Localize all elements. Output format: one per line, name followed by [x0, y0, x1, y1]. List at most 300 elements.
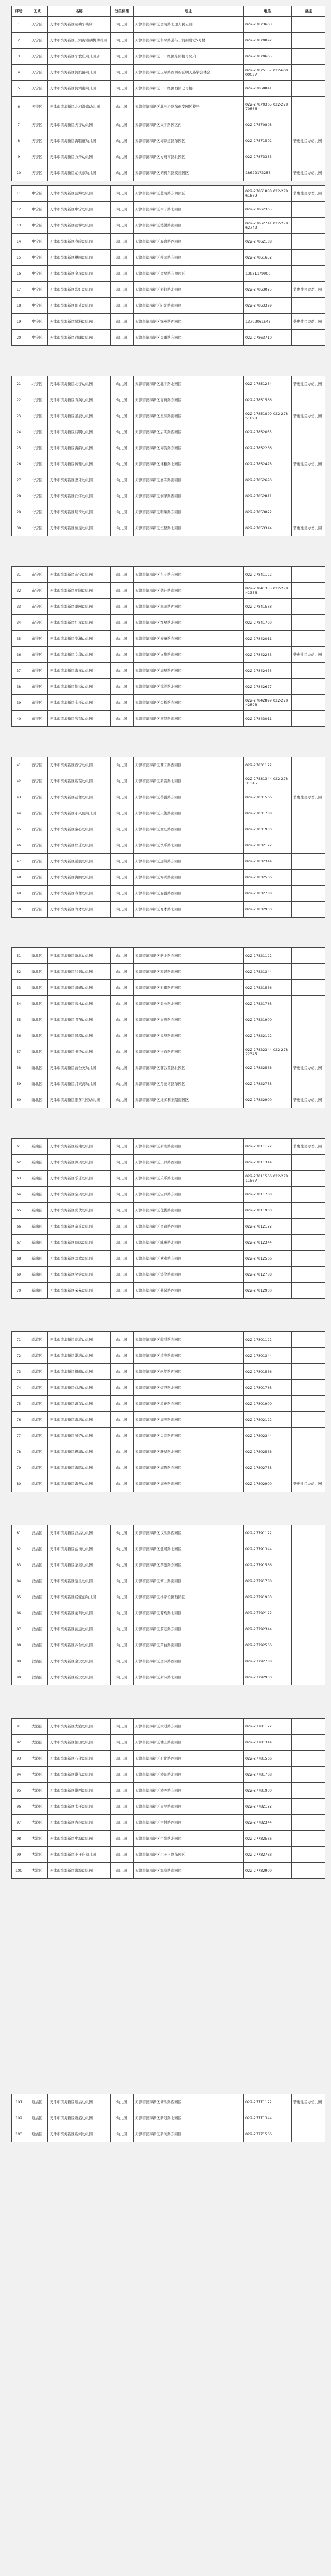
table-row — [12, 1139, 325, 1155]
table-cell: 幼儿园 — [110, 1847, 133, 1863]
table-cell: 天津市滨海新区石化幼儿园 — [47, 1751, 110, 1767]
table-cell: 新南区 — [26, 1219, 48, 1235]
table-cell: 022-27791122 — [244, 1525, 291, 1541]
table-cell: 天津市滨海新区明珠幼儿园 — [47, 504, 110, 520]
table-cell: 022-27792788 — [244, 1653, 291, 1669]
table-cell: 65 — [12, 1203, 26, 1219]
table-cell: 幼儿园 — [110, 1267, 133, 1283]
table-cell: 幼儿园 — [110, 1863, 133, 1879]
table-cell: 022-27802788 — [244, 1460, 291, 1476]
table-cell: 天津市滨海新区盐场幼儿园 — [47, 1541, 110, 1557]
table-cell: 15 — [12, 250, 26, 266]
table-row — [12, 1653, 325, 1669]
table-cell: 天津市滨海新区远航路东园区 — [133, 854, 243, 870]
document-page — [11, 185, 325, 346]
table-cell: 天津市滨海新区绿洲路西园区 — [133, 314, 243, 330]
table-cell — [291, 711, 325, 727]
table-cell: 东宁区 — [26, 583, 48, 599]
table-cell: 天津市滨海新区朝阳路南园区 — [133, 583, 243, 599]
table-cell: 幼儿园 — [110, 1396, 133, 1412]
table-cell: 普惠性民办幼儿园 — [291, 520, 325, 536]
table-cell — [291, 488, 325, 504]
table-cell: 幼儿园 — [110, 1060, 133, 1076]
table-row — [12, 149, 325, 165]
document-page — [11, 6, 325, 181]
table-cell: 幼儿园 — [110, 837, 133, 854]
table-cell — [291, 202, 325, 218]
table-cell: 中宁区 — [26, 314, 48, 330]
table-cell: 022-27791900 — [244, 1589, 291, 1605]
table-row — [12, 376, 325, 392]
table-cell: 天津市滨海新区蓟运幼儿园 — [47, 1621, 110, 1637]
table-cell — [291, 1332, 325, 1348]
table-cell: 幼儿园 — [110, 1525, 133, 1541]
table-cell: 汉沽区 — [26, 1541, 48, 1557]
table-cell: 幼儿园 — [110, 870, 133, 886]
table-row — [12, 165, 325, 181]
kindergarten-table — [11, 947, 325, 1108]
table-cell — [291, 599, 325, 615]
table-cell: 天津市滨海新区胡桃东幼儿园 — [47, 165, 110, 181]
table-cell: 26 — [12, 456, 26, 472]
table-cell: 天津市滨海新区金海路北里人民公园 — [133, 17, 243, 33]
table-cell: 39 — [12, 695, 26, 711]
table-cell: 幼儿园 — [110, 854, 133, 870]
table-cell: 天津市滨海新区海韵幼儿园 — [47, 440, 110, 456]
table-cell: 天津市滨海新区晨曦幼儿园 — [47, 330, 110, 346]
table-cell — [291, 1669, 325, 1685]
table-cell: 天津市滨海新区和谐路南园区 — [133, 964, 243, 980]
table-cell: 天津市滨海新区育才路北园区 — [133, 902, 243, 918]
table-cell: 新南区 — [26, 1203, 48, 1219]
table-cell: 幼儿园 — [110, 1092, 133, 1108]
table-cell: 幼儿园 — [110, 2094, 133, 2110]
table-cell: 幼儿园 — [110, 408, 133, 424]
table-row — [12, 1428, 325, 1444]
table-cell: 022-27862741 022-27862742 — [244, 218, 291, 234]
table-cell: 临港区 — [26, 1364, 48, 1380]
table-cell: 幼儿园 — [110, 392, 133, 408]
table-cell: 022-27811566 022-27811567 — [244, 1171, 291, 1187]
table-row — [12, 1283, 325, 1299]
table-cell: 汉沽区 — [26, 1669, 48, 1685]
table-cell: 天津市滨海新区咪咪幼儿园 — [47, 1235, 110, 1251]
table-cell: 东宁区 — [26, 599, 48, 615]
table-cell — [291, 1541, 325, 1557]
table-row — [12, 1735, 325, 1751]
table-cell: 天津市滨海新区宝贝路东园区 — [133, 1187, 243, 1203]
table-row — [12, 1267, 325, 1283]
table-cell: 天津市滨海新区中宁路北园区 — [133, 202, 243, 218]
table-cell: 18 — [12, 298, 26, 314]
table-cell — [291, 1637, 325, 1653]
table-cell — [291, 1412, 325, 1428]
table-cell: 30 — [12, 520, 26, 536]
table-row — [12, 1799, 325, 1815]
table-cell: 新北区 — [26, 1076, 48, 1092]
table-row — [12, 218, 325, 234]
kindergarten-table — [11, 2094, 325, 2142]
table-cell: 幼儿园 — [110, 186, 133, 202]
table-cell: 天津市滨海新区杨家泊幼儿园 — [47, 1589, 110, 1605]
table-cell: 022-27782122 — [244, 1799, 291, 1815]
table-cell: 幼儿园 — [110, 1589, 133, 1605]
table-cell: 022-27870365 022-27870866 — [244, 97, 291, 117]
table-cell: 天津市滨海新区金星路东侧园区 — [133, 266, 243, 282]
table-cell: 天津市滨海新区朵朵路西园区 — [133, 1283, 243, 1299]
table-row — [12, 996, 325, 1012]
table-cell: 022-27802344 — [244, 1428, 291, 1444]
table-row — [12, 1396, 325, 1412]
table-cell: 普惠性民办幼儿园 — [291, 408, 325, 424]
table-cell: 51 — [12, 948, 26, 964]
table-cell: 25 — [12, 440, 26, 456]
table-cell — [291, 97, 325, 117]
table-cell: 中宁区 — [26, 186, 48, 202]
table-cell: 西宁区 — [26, 854, 48, 870]
table-cell: 022-27771122 — [244, 2094, 291, 2110]
table-cell: 天津市滨海新区海联道路东园区 — [133, 133, 243, 149]
table-cell: 临港区 — [26, 1380, 48, 1396]
table-cell: 幼儿园 — [110, 1171, 133, 1187]
table-cell: 天津市滨海新区晨曦路东园区 — [133, 330, 243, 346]
table-cell — [291, 1573, 325, 1589]
table-cell: 天津市滨海新区海星幼儿园 — [47, 663, 110, 679]
table-cell: 022-27852478 — [244, 456, 291, 472]
table-cell: 74 — [12, 1380, 26, 1396]
table-cell: 天津市滨海新区茶淀路东园区 — [133, 1557, 243, 1573]
table-row — [12, 1092, 325, 1108]
table-cell: 天宁区 — [26, 165, 48, 181]
table-cell: 32 — [12, 583, 26, 599]
table-cell: 022-27831566 — [244, 789, 291, 805]
table-cell: 北宁区 — [26, 440, 48, 456]
table-cell: 天津市滨海新区智慧路南园区 — [133, 711, 243, 727]
table-cell: 临港区 — [26, 1428, 48, 1444]
table-cell: 022-27781344 — [244, 1735, 291, 1751]
table-cell: 天宁区 — [26, 117, 48, 133]
table-cell: 022-27801566 — [244, 1364, 291, 1380]
document-page — [11, 1331, 325, 1492]
table-cell: 幼儿园 — [110, 424, 133, 440]
table-cell: 天津市滨海新区临港路东园区 — [133, 1332, 243, 1348]
table-cell: 022-27822122 — [244, 1028, 291, 1044]
table-cell: 天津市滨海新区彩虹路北园区 — [133, 282, 243, 298]
table-cell: 022-27781566 — [244, 1751, 291, 1767]
table-cell: 天津市滨海新区港西幼儿园 — [47, 1783, 110, 1799]
table-cell: 东宁区 — [26, 615, 48, 631]
table-cell: 54 — [12, 996, 26, 1012]
table-cell: 幼儿园 — [110, 964, 133, 980]
table-row — [12, 870, 325, 886]
table-cell: 北宁区 — [26, 392, 48, 408]
table-cell: 大港区 — [26, 1735, 48, 1751]
table-cell: 天津市滨海新区浪花路东园区 — [133, 1396, 243, 1412]
table-cell: 天津市滨海新区春蕾路西园区 — [133, 886, 243, 902]
table-row — [12, 186, 325, 202]
table-cell: 幼儿园 — [110, 1653, 133, 1669]
table-cell: 10 — [12, 165, 26, 181]
table-row — [12, 1171, 325, 1187]
table-cell: 幼儿园 — [110, 711, 133, 727]
table-cell: 汉沽区 — [26, 1605, 48, 1621]
table-row — [12, 1219, 325, 1235]
table-cell — [291, 1267, 325, 1283]
table-cell: 天津市滨海新区凤凰路南园区 — [133, 1028, 243, 1044]
table-cell — [291, 1012, 325, 1028]
table-cell: 幼儿园 — [110, 1283, 133, 1299]
table-cell: 幼儿园 — [110, 1251, 133, 1267]
table-cell: 新南区 — [26, 1283, 48, 1299]
table-row — [12, 1235, 325, 1251]
table-cell: 天津市滨海新区汉沽路西园区 — [133, 1525, 243, 1541]
table-cell: 幼儿园 — [110, 1621, 133, 1637]
table-cell: 95 — [12, 1783, 26, 1799]
table-cell — [291, 65, 325, 81]
table-cell: 幼儿园 — [110, 980, 133, 996]
table-cell — [291, 250, 325, 266]
table-cell — [291, 1525, 325, 1541]
table-cell: 天津市滨海新区东宁路东园区 — [133, 567, 243, 583]
table-cell: 天津市滨海新区维多利亚路南园区 — [133, 1092, 243, 1108]
table-cell: 天津市滨海新区维多利亚幼儿园 — [47, 1092, 110, 1108]
table-cell: 022-27863710 — [244, 330, 291, 346]
table-cell: 普惠性民办幼儿园 — [291, 647, 325, 663]
table-row — [12, 520, 325, 536]
table-cell: 4 — [12, 65, 26, 81]
table-cell: 天津市滨海新区浪花幼儿园 — [47, 1396, 110, 1412]
table-cell: 大港区 — [26, 1847, 48, 1863]
table-cell: 022-27873663 — [244, 17, 291, 33]
table-cell: 天津市滨海新区安澜路东园区 — [133, 631, 243, 647]
table-cell — [291, 81, 325, 97]
table-cell — [291, 1831, 325, 1847]
table-cell: 天津市滨海新区彩蝶幼儿园 — [47, 980, 110, 996]
table-cell: 幼儿园 — [110, 1557, 133, 1573]
table-row — [12, 615, 325, 631]
table-cell — [291, 504, 325, 520]
table-cell: 022-27782900 — [244, 1863, 291, 1879]
table-row — [12, 117, 325, 133]
table-cell: 天津市滨海新区笑笑路南园区 — [133, 1267, 243, 1283]
table-cell: 幼儿园 — [110, 647, 133, 663]
table-cell: 9 — [12, 149, 26, 165]
table-cell: 022-27781900 — [244, 1783, 291, 1799]
table-cell: 天津市滨海新区春晓幼儿园 — [47, 234, 110, 250]
table-cell: 27 — [12, 472, 26, 488]
table-row — [12, 1203, 325, 1219]
table-row — [12, 583, 325, 599]
table-cell: 中宁区 — [26, 298, 48, 314]
table-cell: 022-27822344 022-27822345 — [244, 1044, 291, 1060]
table-cell: 天津市滨海新区临港幼儿园 — [47, 1332, 110, 1348]
table-cell: 69 — [12, 1267, 26, 1283]
table-cell: 临港区 — [26, 1444, 48, 1460]
table-cell: 幼儿园 — [110, 1155, 133, 1171]
table-cell: 新北区 — [26, 1060, 48, 1076]
table-cell: 58 — [12, 1060, 26, 1076]
kindergarten-table — [11, 185, 325, 346]
table-cell: 022-27821122 — [244, 948, 291, 964]
table-cell — [291, 330, 325, 346]
table-cell: 幼儿园 — [110, 631, 133, 647]
table-cell: 幼儿园 — [110, 1669, 133, 1685]
table-row — [12, 456, 325, 472]
table-cell: 大港区 — [26, 1783, 48, 1799]
table-cell: 天津市滨海新区育才幼儿园 — [47, 902, 110, 918]
table-cell: 103 — [12, 2126, 26, 2142]
table-cell: 23 — [12, 408, 26, 424]
table-cell: 68 — [12, 1251, 26, 1267]
table-cell: 天津市滨海新区阳光幼儿园 — [47, 298, 110, 314]
document-page — [11, 1138, 325, 1299]
table-cell: 天津市滨海新区北宁路北园区 — [133, 376, 243, 392]
table-cell: 幼儿园 — [110, 1044, 133, 1060]
table-cell: 022-27782566 — [244, 1831, 291, 1847]
table-cell — [291, 1044, 325, 1060]
table-cell: 022-27870665 — [244, 49, 291, 65]
table-row — [12, 266, 325, 282]
table-cell: 幼儿园 — [110, 456, 133, 472]
table-cell: 天津市滨海新区大港路东园区 — [133, 1719, 243, 1735]
table-cell: 天津市滨海新区金星幼儿园 — [47, 266, 110, 282]
table-cell: 45 — [12, 821, 26, 837]
table-cell: 天津市滨海新区海韵路东园区 — [133, 440, 243, 456]
table-cell — [291, 1460, 325, 1476]
table-cell — [291, 679, 325, 695]
table-cell: 3 — [12, 49, 26, 65]
table-cell: 幼儿园 — [110, 1815, 133, 1831]
table-row — [12, 65, 325, 81]
table-cell: 61 — [12, 1139, 26, 1155]
table-cell: 022-27812122 — [244, 1219, 291, 1235]
table-cell — [291, 234, 325, 250]
table-cell: 幼儿园 — [110, 599, 133, 615]
table-cell: 天津市滨海新区童心幼儿园 — [47, 821, 110, 837]
table-cell: 天津市滨海新区中塘幼儿园 — [47, 1831, 110, 1847]
table-cell: 天津市滨海新区星辰路南园区 — [133, 408, 243, 424]
table-cell: 天津市滨海新区三河街道胡桃幼儿园 — [47, 33, 110, 49]
table-row — [12, 1557, 325, 1573]
table-row — [12, 133, 325, 149]
table-row — [12, 1444, 325, 1460]
table-cell: 天津市滨海新区中宁幼儿园 — [47, 202, 110, 218]
table-cell: 天津市滨海新区帆船路西园区 — [133, 1364, 243, 1380]
table-cell: 天津市滨海新区春晓路西园区 — [133, 234, 243, 250]
table-cell: 普惠性民办幼儿园 — [291, 282, 325, 298]
table-cell: 天津市滨海新区快乐路北园区 — [133, 837, 243, 854]
table-cell: 天津市滨海新区小王庄路东园区 — [133, 1847, 243, 1863]
table-cell: 42 — [12, 773, 26, 789]
table-cell: 022-27852690 — [244, 472, 291, 488]
table-cell: 大港区 — [26, 1831, 48, 1847]
table-cell — [291, 1396, 325, 1412]
table-cell: 幼儿园 — [110, 2126, 133, 2142]
table-cell: 天宁区 — [26, 17, 48, 33]
table-row — [12, 1412, 325, 1428]
table-cell: 天津市滨海新区红星幼儿园 — [47, 615, 110, 631]
table-cell: 天津市滨海新区启明路西园区 — [133, 424, 243, 440]
table-cell: 天津市滨海新区塘沽幼儿园 — [47, 2094, 110, 2110]
table-row — [12, 1044, 325, 1060]
table-cell: 天宁区 — [26, 133, 48, 149]
table-cell: 022-27841799 — [244, 615, 291, 631]
table-cell: 西宁区 — [26, 757, 48, 773]
table-cell: 天津市滨海新区润泽幼儿园 — [47, 488, 110, 504]
table-cell: 022-27862365 — [244, 202, 291, 218]
table-cell: 天津市滨海新区欢欢幼儿园 — [47, 1251, 110, 1267]
table-cell: 幼儿园 — [110, 2110, 133, 2126]
table-cell: 022-27831900 — [244, 821, 291, 837]
table-cell: 幼儿园 — [110, 97, 133, 117]
table-cell: 中宁区 — [26, 282, 48, 298]
table-cell: 022-27851234 — [244, 376, 291, 392]
kindergarten-table — [11, 6, 325, 181]
table-cell — [291, 854, 325, 870]
table-row — [12, 1783, 325, 1799]
table-cell: 幼儿园 — [110, 679, 133, 695]
table-cell: 幼儿园 — [110, 1637, 133, 1653]
table-cell: 天津市滨海新区港湾路南园区 — [133, 1348, 243, 1364]
table-cell: 022-27842677 — [244, 679, 291, 695]
table-row — [12, 1348, 325, 1364]
table-cell: 022-27801122 — [244, 1332, 291, 1348]
table-cell: 东宁区 — [26, 631, 48, 647]
table-cell: 幼儿园 — [110, 520, 133, 536]
table-cell: 天津市滨海新区胡桃东路安居园区 — [133, 165, 243, 181]
table-row — [12, 948, 325, 964]
table-row — [12, 33, 325, 49]
table-cell: 幼儿园 — [110, 504, 133, 520]
table-cell: 29 — [12, 504, 26, 520]
table-cell: 幼儿园 — [110, 1187, 133, 1203]
table-cell: 天津市滨海新区书香路西园区 — [133, 1044, 243, 1060]
table-cell: 83 — [12, 1557, 26, 1573]
table-cell: 99 — [12, 1847, 26, 1863]
table-cell: 幼儿园 — [110, 757, 133, 773]
table-cell: 天津市滨海新区奇奇路西园区 — [133, 1219, 243, 1235]
table-cell: 13821179966 — [244, 266, 291, 282]
table-cell: 天津市滨海新区润泽路西园区 — [133, 488, 243, 504]
document-page — [11, 947, 325, 1108]
table-cell: 天津市滨海新区嘉禾路南园区 — [133, 472, 243, 488]
table-cell: 022-27832900 — [244, 902, 291, 918]
table-cell: 天津市滨海新区和谐幼儿园 — [47, 964, 110, 980]
table-cell: 13702061548 — [244, 314, 291, 330]
table-cell — [291, 49, 325, 65]
table-cell — [291, 583, 325, 599]
table-cell: 天津市滨海新区杨家泊路西园区 — [133, 1589, 243, 1605]
table-row — [12, 1573, 325, 1589]
table-row — [12, 250, 325, 266]
table-cell: 022-27792566 — [244, 1637, 291, 1653]
table-cell: 普惠性民办幼儿园 — [291, 1092, 325, 1108]
table-cell: 天宁区 — [26, 97, 48, 117]
kindergarten-table — [11, 757, 325, 918]
table-row — [12, 1028, 325, 1044]
table-row — [12, 789, 325, 805]
table-cell: 90 — [12, 1669, 26, 1685]
table-cell: 56 — [12, 1028, 26, 1044]
table-cell: 临港区 — [26, 1412, 48, 1428]
table-cell: 天津市滨海新区星辰幼儿园 — [47, 408, 110, 424]
table-cell — [291, 1589, 325, 1605]
table-cell: 101 — [12, 2094, 26, 2110]
table-cell: 022-27781122 — [244, 1719, 291, 1735]
table-cell — [291, 1235, 325, 1251]
table-row — [12, 757, 325, 773]
table-cell: 天津市滨海新区绿洲幼儿园 — [47, 314, 110, 330]
